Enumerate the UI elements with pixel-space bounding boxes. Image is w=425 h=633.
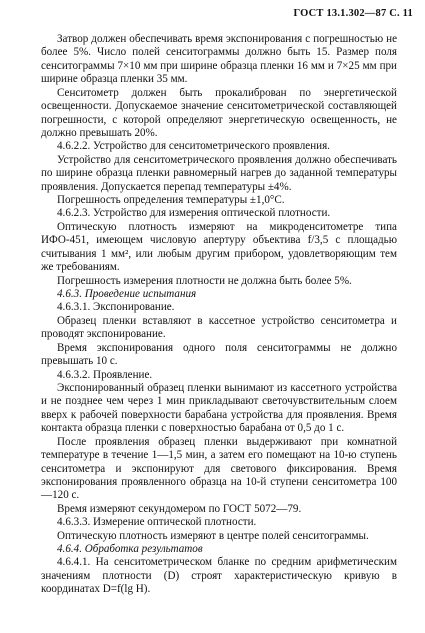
page-header: ГОСТ 13.1.302—87 С. 11 bbox=[293, 8, 413, 19]
section-4-6-2-2: 4.6.2.2. Устройство для сенситометрического проявления. bbox=[57, 140, 330, 153]
document-body bbox=[41, 33, 397, 597]
paragraph-density-center: Оптическую плотность измеряют в центре полей сенситограммы. bbox=[57, 529, 369, 542]
section-4-6-3-3: 4.6.3.3. Измерение оптической плотности. bbox=[57, 516, 257, 529]
section-4-6-3-1: 4.6.3.1. Экспонирование. bbox=[57, 301, 175, 314]
paragraph-characteristic-curve: 4.6.4.1. На сенситометрическом бланке по средним арифметическим значениям плотности (D) строят характеристическую кривую в координатах D=f(lg H). bbox=[41, 556, 397, 596]
paragraph-sensitometer-calibration: Сенситометр должен быть прокалиброван по энергетической освещенности. Допускаемое значение сенситометрической составляющей погрешности, с которой определяют энергетическую освещенность, не должно превышать 20%. bbox=[41, 86, 397, 139]
paragraph-optical-density-measurement: Оптическую плотность измеряют на микроденситометре типа ИФО-451, имеющем числовую апертуру объектива f/3,5 с площадью считывания 1 мм², или любым другим прибором, удовлетворяющим тем же требованиям. bbox=[41, 220, 397, 274]
paragraph-exposure-time: Время экспонирования одного поля сенситограммы не должно превышать 10 с. bbox=[41, 341, 397, 368]
paragraph-stopwatch: Время измеряют секундомером по ГОСТ 5072—79. bbox=[57, 502, 302, 515]
paragraph-shutter: Затвор должен обеспечивать время экспонирования с погрешностью не более 5%. Число полей сенситограммы должно быть 15. Размер поля сенситограммы 7×10 мм при ширине образца пленки 16 мм и 7×25 мм при ширине образца пленки 35 мм. bbox=[41, 33, 397, 86]
section-4-6-2-3: 4.6.2.3. Устройство для измерения оптической плотности. bbox=[57, 207, 331, 220]
paragraph-density-error: Погрешность измерения плотности не должна быть более 5%. bbox=[57, 274, 352, 287]
section-4-6-4: 4.6.4. Обработка результатов bbox=[57, 543, 203, 556]
paragraph-temperature-error: Погрешность определения температуры ±1,0°С. bbox=[57, 194, 285, 207]
paragraph-development-device: Устройство для сенситометрического проявления должно обеспечивать по ширине образца пленки равномерный нагрев до заданной температуры проявления. Допускается перепад температуры ±4%. bbox=[41, 153, 397, 193]
paragraph-after-development: После проявления образец пленки выдерживают при комнатной температуре в течение 1—1,5 мин, а затем его помещают на 10-ю ступень сенситометра и экспонируют для светового фиксирования. Время экспонирования проявленного образца на 10-й ступени сенситометра 100—120 с. bbox=[41, 435, 397, 502]
section-4-6-3: 4.6.3. Проведение испытания bbox=[57, 288, 197, 301]
paragraph-develop-procedure: Экспонированный образец пленки вынимают из кассетного устройства и не позднее чем через 1 мин прикладывают светочувствительным слоем вверх к рабочей поверхности барабана устройства для проявления. Время контакта образца пленки с поверхностью барабана от 0,5 до 1 с. bbox=[41, 381, 397, 435]
paragraph-insert-sample: Образец пленки вставляют в кассетное устройство сенситометра и проводят экспонирование. bbox=[41, 314, 397, 341]
section-4-6-3-2: 4.6.3.2. Проявление. bbox=[57, 368, 153, 381]
